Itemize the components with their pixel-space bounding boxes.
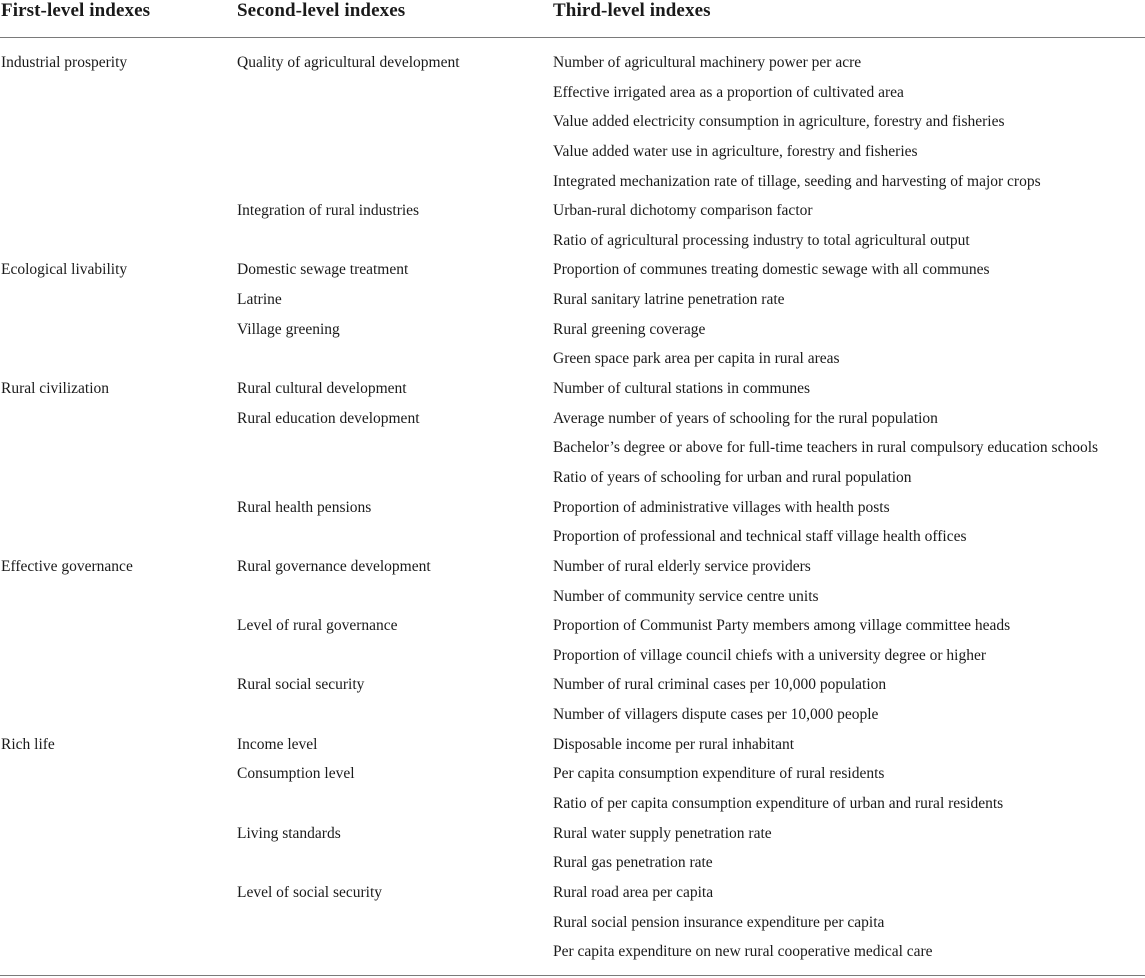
- third-level-cell: Rural gas penetration rate: [553, 854, 713, 872]
- table-row: [0, 703, 1145, 733]
- third-level-cell: Rural road area per capita: [553, 883, 714, 901]
- table-row: [0, 585, 1145, 615]
- third-level-cell: Per capita consumption expenditure of rural residents: [553, 765, 885, 783]
- third-level-cell: Number of cultural stations in communes: [553, 380, 810, 398]
- second-level-cell: Rural governance development: [237, 557, 431, 575]
- second-level-cell: Village greening: [237, 320, 340, 338]
- table-row: [0, 229, 1145, 259]
- table-row: [0, 555, 1145, 585]
- second-level-cell: Domestic sewage treatment: [237, 261, 409, 279]
- header-third-level: Third-level indexes: [553, 0, 711, 21]
- table-bottom-rule: [0, 975, 1145, 976]
- first-level-cell: Rich life: [1, 735, 55, 753]
- table-row: [0, 436, 1145, 466]
- first-level-cell: Rural civilization: [1, 380, 110, 398]
- third-level-cell: Number of rural criminal cases per 10,000 population: [553, 676, 887, 694]
- third-level-cell: Rural greening coverage: [553, 320, 706, 338]
- third-level-cell: Integrated mechanization rate of tillage, seeding and harvesting of major crops: [553, 172, 1041, 190]
- third-level-cell: Proportion of administrative villages with health posts: [553, 498, 890, 516]
- table-row: [0, 466, 1145, 496]
- table-row: [0, 851, 1145, 881]
- third-level-cell: Rural social pension insurance expenditure per capita: [553, 913, 885, 931]
- third-level-cell: Number of community service centre units: [553, 587, 819, 605]
- table-row: [0, 911, 1145, 941]
- third-level-cell: Value added electricity consumption in agriculture, forestry and fisheries: [553, 113, 1005, 131]
- third-level-cell: Proportion of communes treating domestic sewage with all communes: [553, 261, 990, 279]
- second-level-cell: Quality of agricultural development: [237, 54, 460, 71]
- second-level-cell: Rural health pensions: [237, 498, 372, 516]
- table-row: [0, 407, 1145, 437]
- second-level-cell: Level of rural governance: [237, 617, 398, 635]
- second-level-cell: Integration of rural industries: [237, 202, 420, 220]
- third-level-cell: Average number of years of schooling for the rural population: [553, 409, 938, 427]
- table-row: [0, 110, 1145, 140]
- table-row: [0, 525, 1145, 555]
- header-first-level: First-level indexes: [1, 0, 151, 21]
- third-level-cell: Number of rural elderly service providers: [553, 557, 811, 575]
- table-header-row: [0, 0, 1145, 38]
- table-row: [0, 377, 1145, 407]
- table-row: [0, 318, 1145, 348]
- third-level-cell: Rural sanitary latrine penetration rate: [553, 291, 785, 309]
- table-row: [0, 347, 1145, 377]
- table-row: [0, 258, 1145, 288]
- table-row: [0, 51, 1145, 81]
- table-row: [0, 644, 1145, 674]
- third-level-cell: Proportion of professional and technical staff village health offices: [553, 528, 967, 546]
- header-second-level: Second-level indexes: [237, 0, 406, 21]
- second-level-cell: Rural education development: [237, 409, 420, 427]
- table-row: [0, 792, 1145, 822]
- third-level-cell: Value added water use in agriculture, forestry and fisheries: [553, 142, 918, 160]
- third-level-cell: Disposable income per rural inhabitant: [553, 735, 795, 753]
- third-level-cell: Ratio of agricultural processing industry to total agricultural output: [553, 231, 970, 249]
- table-row: [0, 940, 1145, 970]
- first-level-cell: Effective governance: [1, 557, 133, 575]
- third-level-cell: Proportion of Communist Party members among village committee heads: [553, 617, 1011, 635]
- second-level-cell: Level of social security: [237, 883, 383, 901]
- third-level-cell: Green space park area per capita in rural areas: [553, 350, 840, 368]
- table-row: [0, 81, 1145, 111]
- third-level-cell: Ratio of per capita consumption expenditure of urban and rural residents: [553, 795, 1004, 813]
- third-level-cell: Urban-rural dichotomy comparison factor: [553, 202, 813, 220]
- second-level-cell: Rural cultural development: [237, 380, 407, 398]
- table-row: [0, 614, 1145, 644]
- third-level-cell: Effective irrigated area as a proportion of cultivated area: [553, 83, 904, 101]
- first-level-cell: Ecological livability: [1, 261, 128, 279]
- first-level-cell: Industrial prosperity: [1, 54, 128, 71]
- second-level-cell: Latrine: [237, 291, 282, 309]
- second-level-cell: Income level: [237, 735, 318, 753]
- second-level-cell: Living standards: [237, 824, 341, 842]
- third-level-cell: Proportion of village council chiefs with a university degree or higher: [553, 646, 987, 664]
- third-level-cell: Bachelor’s degree or above for full-time teachers in rural compulsory education schools: [553, 439, 1099, 457]
- third-level-cell: Number of agricultural machinery power per acre: [553, 54, 862, 71]
- third-level-cell: Rural water supply penetration rate: [553, 824, 772, 842]
- table-row: [0, 170, 1145, 200]
- table-row: [0, 288, 1145, 318]
- third-level-cell: Ratio of years of schooling for urban and rural population: [553, 468, 912, 486]
- third-level-cell: Per capita expenditure on new rural cooperative medical care: [553, 943, 933, 961]
- table-row: [0, 673, 1145, 703]
- third-level-cell: Number of villagers dispute cases per 10,000 people: [553, 706, 879, 724]
- table-row: [0, 733, 1145, 763]
- table-row: [0, 140, 1145, 170]
- table-row: [0, 496, 1145, 526]
- table-row: [0, 822, 1145, 852]
- table-row: [0, 199, 1145, 229]
- second-level-cell: Consumption level: [237, 765, 355, 783]
- table-body: [0, 38, 1145, 970]
- second-level-cell: Rural social security: [237, 676, 365, 694]
- table-row: [0, 881, 1145, 911]
- table-row: [0, 762, 1145, 792]
